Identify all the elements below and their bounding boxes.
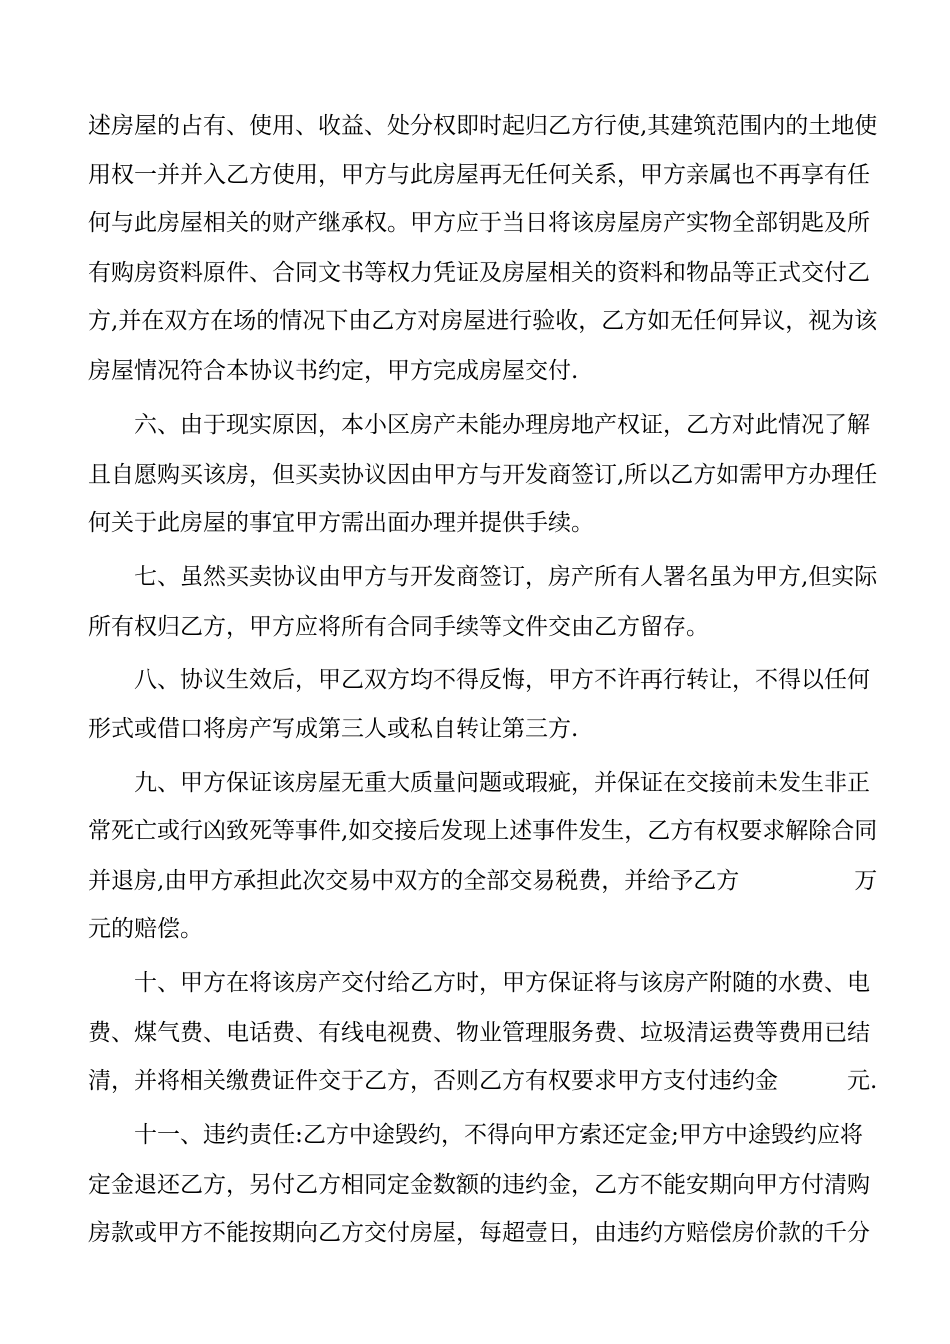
text-line: 形式或借口将房产写成第三人或私自转让第三方.: [88, 716, 579, 742]
text-line: 常死亡或行凶致死等事件,如交接后发现上述事件发生，乙方有权要求解除合同: [88, 818, 878, 844]
text-line: 费、煤气费、电话费、有线电视费、物业管理服务费、垃圾清运费等费用已结: [88, 1020, 870, 1046]
text-line: 房款或甲方不能按期向乙方交付房屋，每超壹日，由违约方赔偿房价款的千分: [88, 1220, 870, 1246]
text-line: 且自愿购买该房，但买卖协议因由甲方与开发商签订,所以乙方如需甲方办理任: [88, 462, 878, 488]
text-line: 并退房,由甲方承担此次交易中双方的全部交易税费，并给予乙方 万: [88, 868, 878, 894]
text-line: 方,并在双方在场的情况下由乙方对房屋进行验收，乙方如无任何异议，视为该: [88, 308, 878, 334]
paragraph-start-line: 八、协议生效后，甲乙双方均不得反悔，甲方不许再行转让，不得以任何: [134, 667, 870, 693]
text-line: 所有权归乙方，甲方应将所有合同手续等文件交由乙方留存。: [88, 614, 709, 640]
text-line: 有购房资料原件、合同文书等权力凭证及房屋相关的资料和物品等正式交付乙: [88, 260, 870, 286]
text-line: 何与此房屋相关的财产继承权。甲方应于当日将该房屋房产实物全部钥匙及所: [88, 210, 870, 236]
text-line: 用权一并并入乙方使用，甲方与此房屋再无任何关系，甲方亲属也不再享有任: [88, 162, 870, 188]
paragraph-start-line: 十一、违约责任:乙方中途毁约，不得向甲方索还定金;甲方中途毁约应将: [134, 1122, 863, 1148]
text-line: 房屋情况符合本协议书约定，甲方完成房屋交付.: [88, 358, 579, 384]
paragraph-start-line: 十、甲方在将该房产交付给乙方时，甲方保证将与该房产附随的水费、电: [134, 970, 870, 996]
text-line: 清，并将相关缴费证件交于乙方，否则乙方有权要求甲方支付违约金 元.: [88, 1068, 878, 1094]
text-line: 定金退还乙方，另付乙方相同定金数额的违约金，乙方不能安期向甲方付清购: [88, 1172, 870, 1198]
paragraph-start-line: 九、甲方保证该房屋无重大质量问题或瑕疵，并保证在交接前未发生非正: [134, 770, 870, 796]
paragraph-start-line: 七、虽然买卖协议由甲方与开发商签订，房产所有人署名虽为甲方,但实际: [134, 564, 878, 590]
text-line: 元的赔偿。: [88, 916, 203, 942]
paragraph-start-line: 六、由于现实原因，本小区房产未能办理房地产权证，乙方对此情况了解: [134, 412, 870, 438]
text-line: 何关于此房屋的事宜甲方需出面办理并提供手续。: [88, 510, 594, 536]
text-line: 述房屋的占有、使用、收益、处分权即时起归乙方行使,其建筑范围内的土地使: [88, 113, 878, 139]
